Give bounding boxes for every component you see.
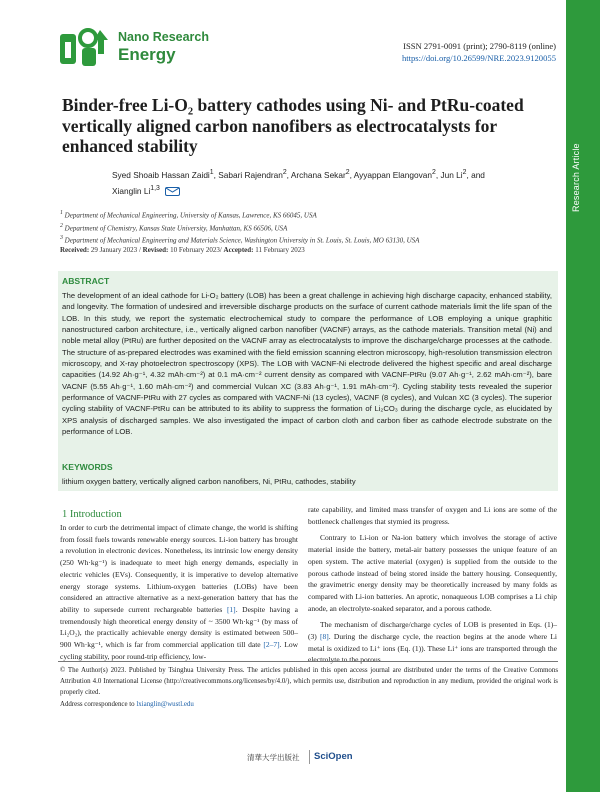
- intro-heading: 1 Introduction: [62, 509, 122, 520]
- publisher-logos: [247, 748, 367, 768]
- footer-divider: [58, 661, 558, 662]
- author: Xianglin Li: [112, 185, 151, 196]
- correspondence: Address correspondence to lxianglin@wustl.edu: [60, 701, 194, 708]
- author-sup: 1,3: [150, 185, 160, 193]
- affiliation: $^2$ Department of Chemistry, Kansas State University, Manhattan, KS 66506, USA: [60, 222, 288, 233]
- paper-title: Binder-free Li-O₂ battery cathodes using Ni- and PtRu-coated vertically aligned carbon nanofibers as electrocatalysts for enhanced stability: [62, 95, 524, 156]
- doi-link[interactable]: https://doi.org/10.26599/NRE.2023.9120055: [401, 53, 556, 63]
- correspondence-email[interactable]: lxianglin@wustl.edu: [136, 701, 194, 708]
- intro-column-right: rate capability, and limited mass transfer of oxygen and Li ions are some of the bottleneck challenges that stymied its progress. Contrary to Li-ion or Na-ion battery which involves the storage of active material inside the battery, metal-air battery possesses the unique feature of an open system. The active material (oxygen) is supplied from the outside to the porous cathode instead of being stored inside the battery housing. Consequently, the gravimetric energy density may be theoretically increased by many folds as compared with Li-ion batteries. An aprotic, nonaqueous LOB comprises a Li chip anode, an electrolyte-soaked separator, and a porous cathode. The mechanism of discharge/charge cycles of LOB is presented in Eqs. (1)–(3) [8]. During the discharge cycle, the reaction begins at the anode where Li metal is oxidized to Li⁺ ions (Eq. (1)). These Li⁺ ions are transported through the electrolyte to the porous: [308, 505, 558, 665]
- brand-name: Nano Research: [118, 30, 210, 44]
- publisher-divider: [309, 750, 310, 764]
- affiliations: [60, 208, 550, 246]
- author-list: Syed Shoaib Hassan Zaidi$^1$, Sabari Rajendran$^2$, Archana Sekar$^2$, Ayyappan Elangovan$^2$, Jun Li$^2$, and Xianglin Li$^{1,3}$: [112, 169, 485, 196]
- author-sup: 2: [462, 169, 467, 176]
- author-sup: 1: [209, 169, 214, 176]
- publisher-sciopen: SciOpen: [314, 751, 353, 762]
- article-type-sidebar: [566, 0, 600, 792]
- brand-subname: Energy: [118, 45, 176, 64]
- journal-logo: [58, 26, 114, 72]
- keywords-heading: KEYWORDS: [62, 462, 113, 472]
- article-type-label: Research Article: [571, 143, 581, 213]
- author: Sabari Rajendran: [218, 169, 283, 180]
- issn-line: ISSN 2791-0091 (print); 2790-8119 (online): [403, 41, 556, 51]
- publisher-tsinghua: 清華大学出版社: [247, 753, 300, 762]
- affiliation: $^3$ Department of Mechanical Engineering and Materials Science, Washington University in St. Louis, St. Louis, MO 63130, USA: [60, 235, 420, 245]
- affiliation: $^1$ Department of Mechanical Engineering, University of Kansas, Lawrence, KS 66045, USA: [60, 210, 317, 220]
- author: Syed Shoaib Hassan Zaidi: [112, 169, 210, 180]
- author-sup: 2: [432, 169, 436, 176]
- keywords-text: lithium oxygen battery, vertically aligned carbon nanofibers, Ni, PtRu, cathodes, stability: [62, 477, 356, 486]
- citation-link[interactable]: [8]: [320, 632, 329, 642]
- author: Ayyappan Elangovan: [353, 169, 432, 180]
- license-text: © The Author(s) 2023. Published by Tsinghua University Press. The articles published in this open access journal are distributed under the terms of the Creative Commons Attribution 4.0 International License (http://creativecommons.org/licenses/by/4.0/), which permits use, distribution and reproduction in any medium, provided the original work is properly cited.: [60, 667, 558, 697]
- author-sup: 2: [345, 169, 350, 176]
- authors-and: and: [471, 169, 485, 180]
- email-icon[interactable]: [165, 187, 180, 196]
- author-sup: 2: [282, 169, 287, 176]
- article-dates: Received: 29 January 2023 / Revised: 10 February 2023/ Accepted: 11 February 2023: [60, 246, 305, 254]
- citation-link[interactable]: [2–7]: [263, 640, 280, 650]
- intro-column-left: In order to curb the detrimental impact of climate change, the world is shifting from fossil fuels towards renewable energy sources. Li-ion battery has brought a revolution in electronic devices. Nonetheless, its intrinsic low energy density (250 Wh·kg⁻¹) is inadequate to meet high energy demands, especially in electric vehicles (EVs). Consequently, it is imperative to develop alternative energy storage systems. Lithium-oxygen batteries (LOBs) have been considered an attractive alternative as a next-generation battery that has the ability to supersede current rechargeable batteries [1]. Despite having a tremendously high theoretical energy density of ~ 3500 Wh·kg⁻¹ (by mass of Li₂O₂), the practically achievable energy density is estimated between 500–900 Wh·kg⁻¹, which is far from commercial application till date [2–7]. Low cycling stability, poor round-trip efficiency, low-: [60, 523, 299, 661]
- abstract-heading: ABSTRACT: [62, 276, 110, 286]
- author: Archana Sekar: [290, 169, 346, 180]
- citation-link[interactable]: [1]: [226, 604, 236, 614]
- author: Jun Li: [440, 169, 463, 180]
- abstract-text: The development of an ideal cathode for Li-O₂ battery (LOB) has been a great challenge in achieving high discharge capacity, enhanced stability, and longevity. The formation of undesired and irreversible discharge products on the surface of current cathode materials limit the life span of the LOB. In this study, we report the systematic electrochemical study to compare the performance of LOB employing a unique graphitic nanostructured carbon architecture, i.e., vertically aligned carbon nanofiber (VACNF) arrays, as the cathode materials. Transition metal (Ni) and noble metal alloy (PtRu) are further deposited on the VACNF array as electrocatalysts to improve the discharge/charge processes at the cathode. The structure of as-prepared electrodes was examined with the field emission scanning electron microscopy, high-resolution transmission electron microscopy, and X-ray photoelectron spectroscopy (XPS). The LOB with VACNF-Ni electrode delivered the highest specific and areal discharge capacities (14.92 Ah·g⁻¹, 4.32 mAh·cm⁻²) at 0.1 mA·cm⁻² current density as compared with VACNF-PtRu (9.07 Ah·g⁻¹, 2.62 mAh·cm⁻²), bare VACNF (5.55 Ah·g⁻¹, 1.60 mAh·cm⁻²) and commercial Vulcan XC (3.83 Ah·g⁻¹, 1.91 mAh·cm⁻²). Cycling stability tests revealed the superior performance of VACNF-PtRu with 27 cycles as compared with VACNF-Ni (13 cycles), VACNF (8 cycles), and Vulcan XC (3 cycles). The superior cycling stability of VACNF-PtRu can be attributed to its ability to suppress the formation of Li₂CO₃ during the discharge cycle, as elucidated by XPS analysis of discharged samples. We also investigated the impact of carbon cloth and carbon fiber as cathode electrode substrate on the performance of LOB.: [62, 291, 552, 437]
